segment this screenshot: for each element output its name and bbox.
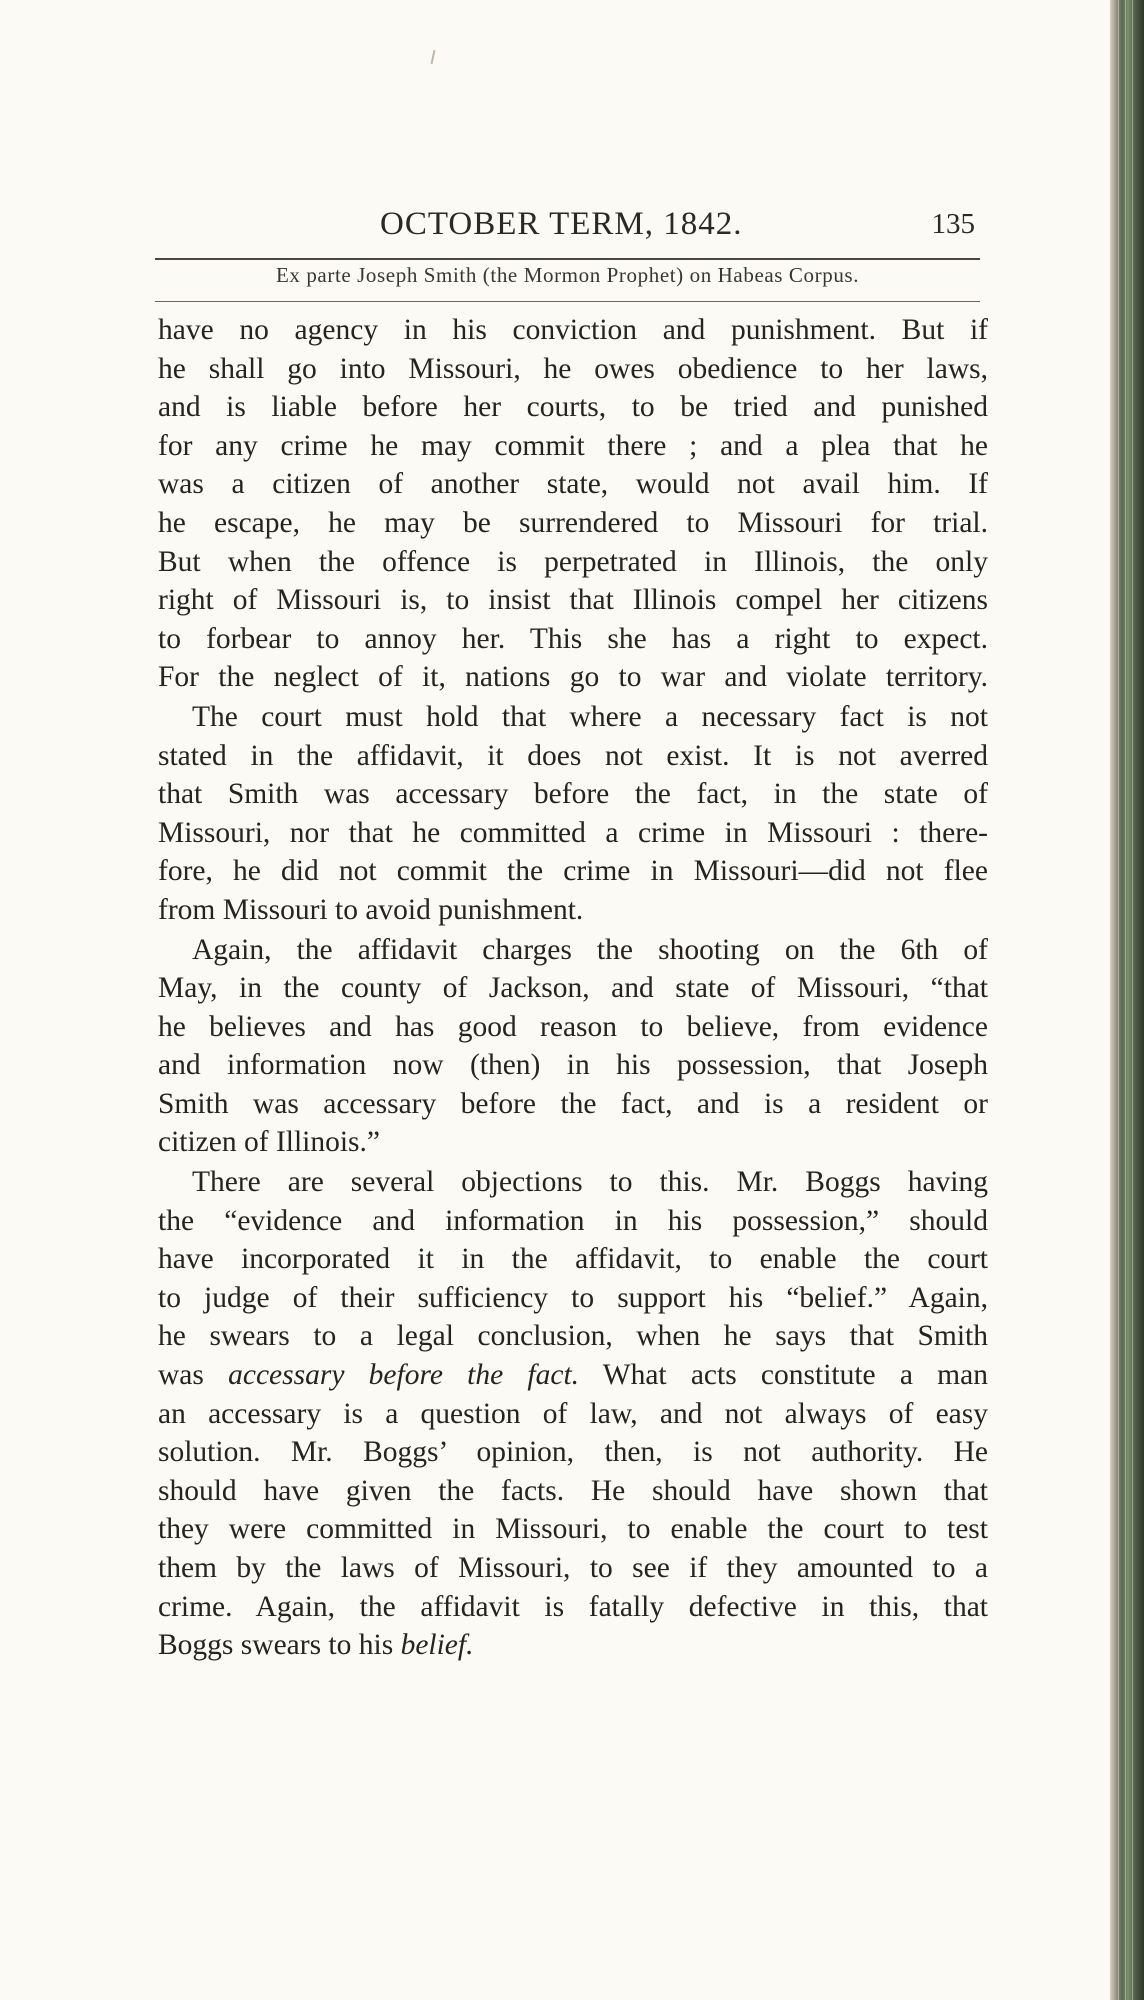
text-line: Again, the affidavit charges the shooting on the 6th of (192, 933, 988, 966)
text-line: was accessary before the fact. What acts constitute a man (158, 1359, 988, 1392)
text-line: to forbear to annoy her. This she has a right to expect. (158, 622, 988, 655)
text-line: crime. Again, the affidavit is fatally defective in this, that (158, 1590, 988, 1623)
running-title: OCTOBER TERM, 1842. (380, 206, 743, 242)
text-line: Boggs swears to his belief. (158, 1629, 474, 1662)
header-rule-top (155, 258, 980, 260)
text-line: he shall go into Missouri, he owes obedience to her laws, (158, 352, 988, 385)
text-line: and is liable before her courts, to be tried and punished (158, 391, 988, 424)
edge-line (1132, 0, 1133, 2000)
text-line: stated in the affidavit, it does not exist. It is not averred (158, 739, 988, 772)
paragraph (158, 698, 988, 930)
header-rule-bottom (155, 301, 980, 302)
edge-line (1118, 0, 1119, 2000)
text-line: he swears to a legal conclusion, when he says that Smith (158, 1320, 988, 1353)
text-line: fore, he did not commit the crime in Missouri—did not flee (158, 855, 988, 888)
text-line: Missouri, nor that he committed a crime in Missouri : there- (158, 816, 988, 849)
text-line: that Smith was accessary before the fact, in the state of (158, 778, 988, 811)
text-line: them by the laws of Missouri, to see if they amounted to a (158, 1552, 988, 1584)
text-line: was a citizen of another state, would not avail him. If (158, 468, 988, 501)
text-line: they were committed in Missouri, to enable the court to test (158, 1513, 988, 1546)
italic-phrase: belief. (400, 1629, 474, 1662)
text-line: The court must hold that where a necessary fact is not (192, 700, 988, 733)
text-line: should have given the facts. He should have shown that (158, 1474, 988, 1507)
text-line: he escape, he may be surrendered to Missouri for trial. (158, 506, 988, 539)
body-text (158, 311, 988, 1666)
text-line: Smith was accessary before the fact, and is a resident or (158, 1087, 988, 1120)
text-line: to judge of their sufficiency to support his “belief.” Again, (158, 1281, 988, 1314)
text-line: have no agency in his conviction and punishment. But if (158, 314, 988, 346)
text-line: May, in the county of Jackson, and state of Missouri, “that (158, 972, 988, 1005)
book-fore-edge (1110, 0, 1144, 2000)
text-line: have incorporated it in the affidavit, to enable the court (158, 1243, 988, 1276)
text-line: for any crime he may commit there ; and a plea that he (158, 429, 988, 462)
edge-line (1125, 0, 1126, 2000)
page-header (160, 206, 975, 250)
text-line: the “evidence and information in his possession,” should (158, 1204, 988, 1237)
case-caption: Ex parte Joseph Smith (the Mormon Prophet) on Habeas Corpus. (275, 263, 860, 287)
text-line: an accessary is a question of law, and not always of easy (158, 1397, 988, 1430)
paragraph (158, 1163, 988, 1665)
text-line: But when the offence is perpetrated in Illinois, the only (158, 545, 988, 578)
page-mark (431, 50, 436, 64)
text-line: from Missouri to avoid punishment. (158, 893, 584, 926)
text-line: There are several objections to this. Mr. Boggs having (192, 1166, 988, 1199)
page-number: 135 (931, 208, 975, 240)
paragraph (158, 931, 988, 1163)
text-line: he believes and has good reason to believe, from evidence (158, 1010, 988, 1043)
paragraph (158, 311, 988, 697)
text-line: citizen of Illinois.” (158, 1126, 380, 1159)
text-line: and information now (then) in his possession, that Joseph (158, 1049, 988, 1082)
text-line: For the neglect of it, nations go to war and violate territory. (158, 661, 988, 694)
italic-phrase: accessary before the fact. (228, 1359, 580, 1392)
text-line: solution. Mr. Boggs’ opinion, then, is not authority. He (158, 1436, 988, 1469)
text-line: right of Missouri is, to insist that Illinois compel her citizens (158, 584, 988, 617)
